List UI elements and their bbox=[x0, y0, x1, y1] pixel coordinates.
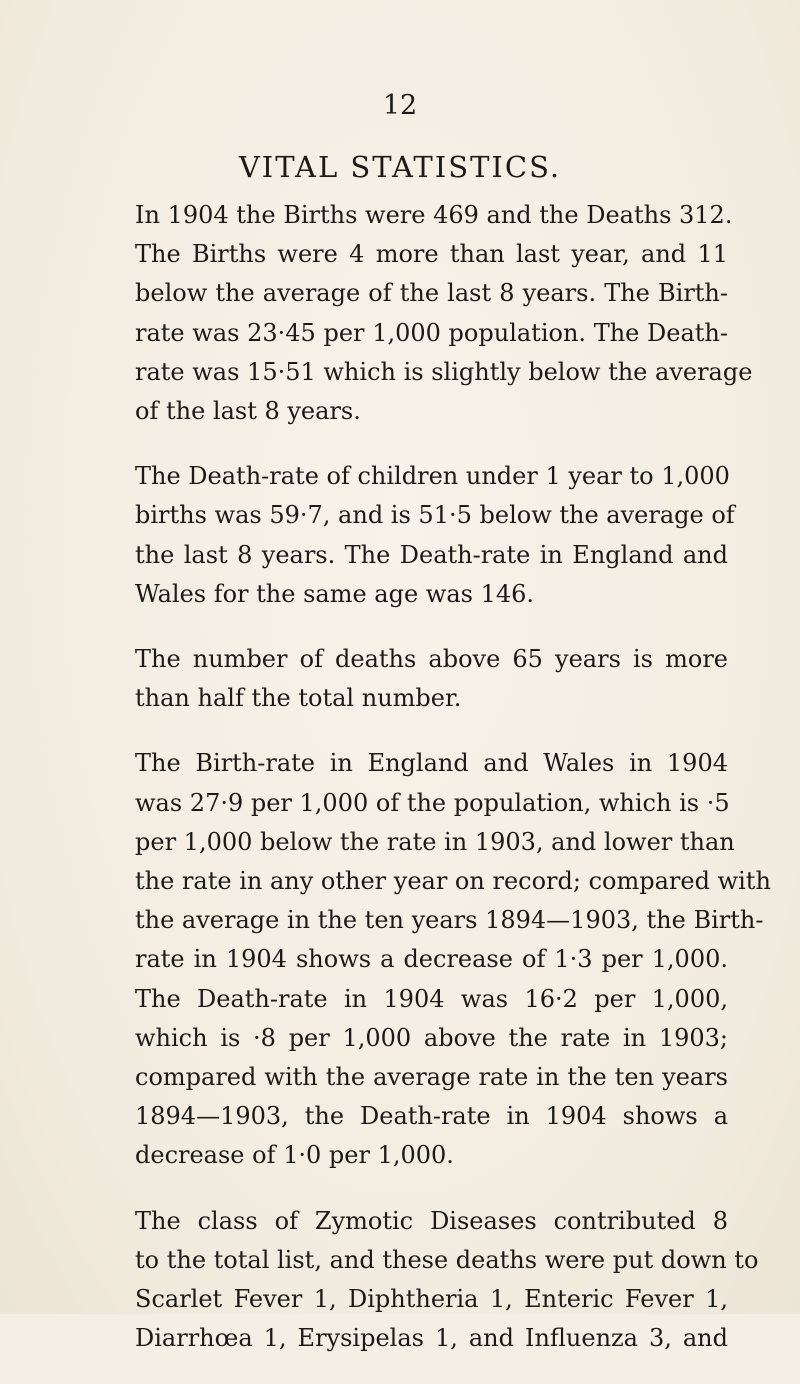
text-line: births was 59·7, and is 51·5 below the average of bbox=[135, 501, 735, 530]
text-line: per 1,000 below the rate in 1903, and lower than bbox=[135, 827, 735, 856]
text-line: of the last 8 years. bbox=[135, 397, 361, 426]
text-line: which is ·8 per 1,000 above the rate in 1903; bbox=[135, 1023, 728, 1052]
text-line: The Death-rate of children under 1 year to 1,000 bbox=[135, 462, 730, 491]
text-line: 1894—1903, the Death-rate in 1904 shows a bbox=[135, 1102, 728, 1131]
text-line: below the average of the last 8 years. The Birth- bbox=[135, 279, 728, 308]
text-line: the last 8 years. The Death-rate in England and bbox=[135, 540, 728, 569]
text-line: In 1904 the Births were 469 and the Deaths 312. bbox=[135, 201, 733, 229]
text-line: The class of Zymotic Diseases contributed 8 bbox=[135, 1206, 728, 1235]
text-line: to the total list, and these deaths were put down to bbox=[135, 1245, 759, 1274]
text-line: decrease of 1·0 per 1,000. bbox=[135, 1141, 454, 1170]
text-line: Wales for the same age was 146. bbox=[135, 579, 535, 608]
text-line: The number of deaths above 65 years is more bbox=[135, 645, 728, 674]
paragraph-england-wales-rates bbox=[132, 744, 771, 1175]
text-line: the rate in any other year on record; compared with bbox=[135, 867, 771, 896]
text-line: compared with the average rate in the ten years bbox=[135, 1063, 728, 1092]
text-line: Diarrhœa 1, Erysipelas 1, and Influenza 3, and bbox=[135, 1324, 728, 1353]
text-line: rate was 15·51 which is slightly below the average bbox=[135, 357, 753, 386]
text-line: Scarlet Fever 1, Diphtheria 1, Enteric Fever 1, bbox=[135, 1285, 728, 1314]
paragraph-infant-death-rate bbox=[132, 457, 735, 614]
text-line: rate in 1904 shows a decrease of 1·3 per 1,000. bbox=[135, 945, 728, 974]
text-line: was 27·9 per 1,000 of the population, which is ·5 bbox=[135, 788, 730, 817]
paragraph-deaths-above-65 bbox=[132, 640, 728, 718]
text-line: The Births were 4 more than last year, and 11 bbox=[135, 240, 728, 269]
text-line: the average in the ten years 1894—1903, the Birth- bbox=[135, 906, 764, 935]
paragraph-zymotic-diseases bbox=[132, 1202, 759, 1359]
body-text bbox=[132, 196, 771, 1384]
page-title: VITAL STATISTICS. bbox=[238, 150, 562, 184]
text-line: The Birth-rate in England and Wales in 1904 bbox=[135, 749, 728, 778]
page-number: 12 bbox=[382, 90, 418, 121]
text-line: The Death-rate in 1904 was 16·2 per 1,000, bbox=[135, 984, 728, 1013]
text-line: rate was 23·45 per 1,000 population. The Death- bbox=[135, 318, 728, 347]
text-line: than half the total number. bbox=[135, 684, 462, 713]
paragraph-births-deaths bbox=[132, 196, 753, 431]
